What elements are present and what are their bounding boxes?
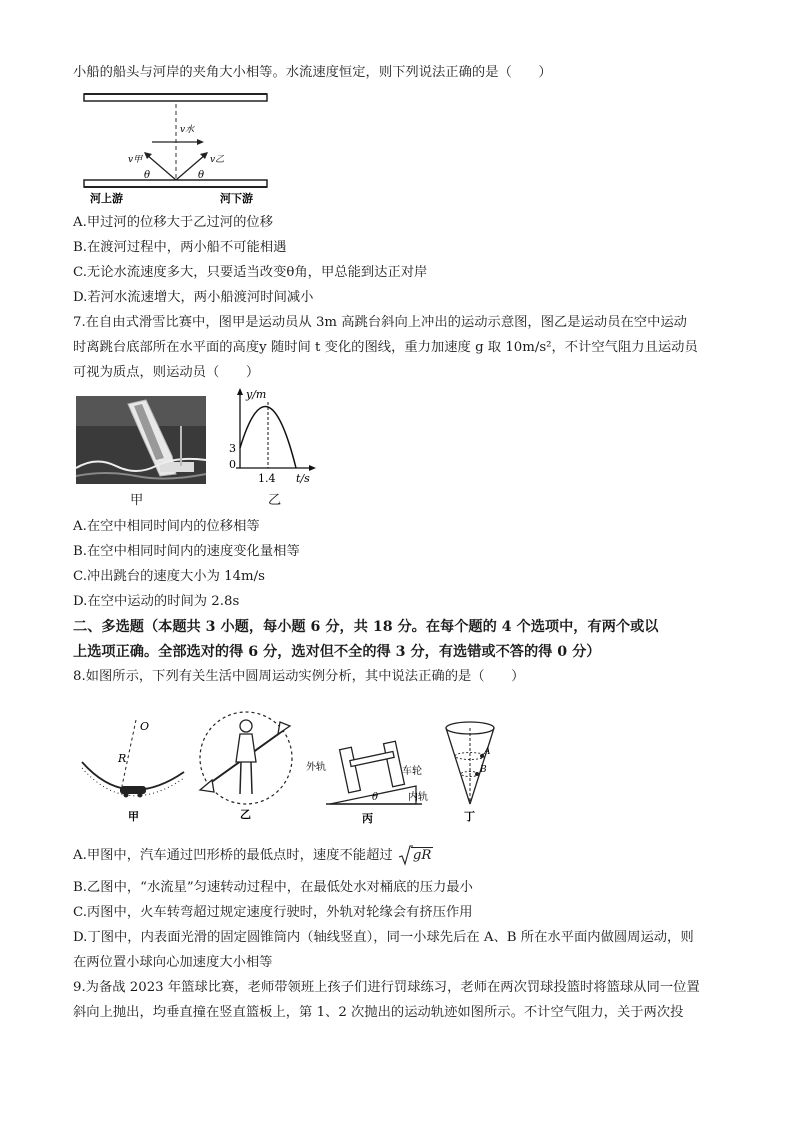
label-outer-rail: 外轨 — [306, 762, 326, 773]
q8-option-a-text: A.甲图中，汽车通过凹形桥的最低点时，速度不能超过 — [73, 848, 393, 863]
label-inner-rail: 内轨 — [408, 792, 428, 803]
q7-stem-line-3: 可视为质点，则运动员（ ） — [73, 365, 260, 380]
label-R: R — [118, 752, 127, 765]
section-2-heading-line-1: 二、多选题（本题共 3 小题，每小题 6 分，共 18 分。在每个题的 4 个选项中，有两个或以 — [73, 619, 659, 635]
river-crossing-figure — [80, 92, 275, 204]
q7-stem-line-1: 7.在自由式滑雪比赛中，图甲是运动员从 3m 高跳台斜向上冲出的运动示意图，图乙是运动员在空中运动 — [73, 315, 687, 330]
q7-option-b: B.在空中相同时间内的速度变化量相等 — [73, 544, 300, 559]
q7-option-d: D.在空中运动的时间为 2.8s — [73, 594, 240, 609]
v-jia-label: v甲 — [128, 155, 143, 165]
y-axis-label: y/m — [246, 388, 267, 401]
q8-option-a — [73, 847, 433, 865]
caption-jia: 甲 — [130, 493, 144, 508]
ski-jump-photo — [76, 396, 206, 484]
theta-right-label: θ — [198, 170, 205, 181]
near-bank — [84, 180, 267, 187]
label-yi: 乙 — [240, 808, 251, 821]
q6-option-a: A.甲过河的位移大于乙过河的位移 — [73, 215, 273, 230]
q8-option-c: C.丙图中，火车转弯超过规定速度行驶时，外轨对轮缘会有挤压作用 — [73, 905, 473, 920]
car — [120, 786, 146, 794]
cone-figure — [440, 716, 500, 824]
label-ding: 丁 — [464, 810, 475, 823]
height-time-graph — [226, 386, 322, 486]
x-axis-label: t/s — [296, 472, 310, 485]
sqrt-sign-icon — [399, 845, 411, 865]
label-O: O — [140, 720, 150, 733]
y-tick-3: 3 — [229, 442, 236, 455]
label-jia: 甲 — [128, 810, 139, 823]
q9-stem-line-2: 斜向上抛出，均垂直撞在竖直篮板上，第 1、2 次抛出的运动轨迹如图所示。不计空气阻力，关于两次投 — [73, 1005, 684, 1020]
q8-option-d-line-2: 在两位置小球向心加速度大小相等 — [73, 955, 273, 970]
caption-yi: 乙 — [268, 493, 282, 508]
v-yi-label: v乙 — [210, 155, 225, 165]
railway-curve-figure — [306, 728, 436, 824]
sqrt-radicand: gR — [412, 848, 432, 863]
person-head — [240, 720, 252, 732]
origin-label: 0 — [229, 458, 236, 471]
upstream-label: 河上游 — [90, 192, 123, 205]
label-bing: 丙 — [362, 812, 373, 825]
q8-option-d-line-1: D.丁图中，内表面光滑的固定圆锥筒内（轴线竖直），同一小球先后在 A、B 所在水平面内做圆周运动，则 — [73, 930, 694, 945]
q6-option-b: B.在渡河过程中，两小船不可能相遇 — [73, 240, 287, 255]
q7-option-c: C.冲出跳台的速度大小为 14m/s — [73, 569, 265, 584]
downstream-label: 河下游 — [220, 192, 253, 205]
q8-stem: 8.如图所示，下列有关生活中圆周运动实例分析，其中说法正确的是（ ） — [73, 669, 525, 684]
v-jia-arrow — [147, 155, 176, 180]
q8-option-b: B.乙图中，“水流星”匀速转动过程中，在最低处水对桶底的压力最小 — [73, 880, 473, 895]
q6-option-d: D.若河水流速增大，两小船渡河时间减小 — [73, 290, 314, 305]
q7-option-a: A.在空中相同时间内的位移相等 — [73, 519, 260, 534]
q9-stem-line-1: 9.为备战 2023 年篮球比赛，老师带领班上孩子们进行罚球练习，老师在两次罚球投篮时将篮球从同一位置 — [73, 980, 700, 995]
v-water-label: v水 — [180, 125, 195, 135]
label-theta: θ — [372, 792, 379, 803]
q7-stem-line-2: 时离跳台底部所在水平面的高度y 随时间 t 变化的图线，重力加速度 g 取 10m/s²，不计空气阻力且运动员 — [73, 340, 698, 355]
section-2-heading-line-2: 上选项正确。全部选对的得 6 分，选对但不全的得 3 分，有选错或不答的得 0 分） — [73, 644, 601, 660]
label-wheel: 车轮 — [402, 766, 422, 777]
q6-stem: 小船的船头与河岸的夹角大小相等。水流速度恒定，则下列说法正确的是（ ） — [73, 65, 552, 80]
water-meteor-figure — [196, 700, 296, 824]
q6-option-c: C.无论水流速度多大，只要适当改变θ角，甲总能到达正对岸 — [73, 265, 428, 280]
far-bank — [84, 94, 267, 101]
label-B: B — [480, 765, 487, 775]
x-tick-1-4: 1.4 — [258, 472, 276, 485]
sqrt-expression — [401, 847, 434, 865]
theta-left-label: θ — [144, 170, 151, 181]
concave-bridge-figure — [76, 712, 196, 824]
label-A: A — [484, 747, 491, 757]
